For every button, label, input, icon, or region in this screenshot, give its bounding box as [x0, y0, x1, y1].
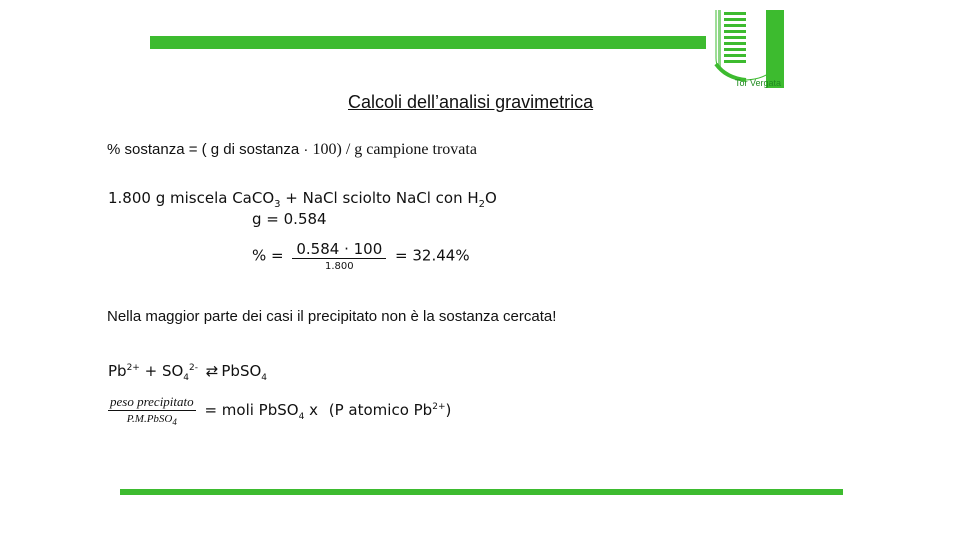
example-line-3-prefix: % = [252, 246, 284, 265]
example-line-1-mid: + NaCl sciolto NaCl con H [280, 189, 479, 207]
moles-den-sub: 4 [172, 417, 177, 428]
footer-green-bar [120, 489, 843, 495]
moles-fraction-numerator: peso precipitato [110, 394, 194, 409]
moles-fraction-denominator [108, 411, 196, 427]
moles-paren-end: ) [445, 401, 452, 420]
moles-equation [108, 394, 451, 427]
percent-formula [107, 141, 477, 159]
example-fraction-denominator: 1.800 [325, 261, 354, 272]
moles-fraction [108, 394, 196, 427]
reaction-product: PbSO [221, 362, 262, 380]
header-green-bar [150, 36, 712, 49]
example-line-3 [252, 240, 470, 272]
example-line-1-prefix: 1.800 g miscela CaCO [108, 189, 275, 207]
formula-rhs: 100) / g campione trovata [312, 141, 477, 158]
reaction-so4: + SO [139, 362, 184, 380]
logo-text: Tor Vergata [735, 78, 782, 88]
example-fraction [292, 240, 386, 272]
moles-eq-sub: 4 [298, 412, 305, 423]
example-line-1 [108, 189, 497, 210]
reaction-pb: Pb [108, 362, 127, 380]
moles-paren-prefix: (P atomico Pb [328, 401, 433, 420]
example-result: = 32.44% [395, 246, 470, 265]
moles-eq: = moli PbSO [204, 401, 299, 420]
example-line-1-end: O [485, 189, 497, 207]
moles-paren-charge: 2+ [432, 402, 446, 413]
example-line-1-sub1: 3 [274, 199, 281, 210]
reaction-so4-charge: 2- [189, 363, 199, 373]
page-title: Calcoli dell’analisi gravimetrica [348, 92, 594, 112]
moles-paren [329, 401, 452, 419]
reaction-product-sub: 4 [261, 373, 268, 383]
formula-lhs: % sostanza = ( g di sostanza [107, 141, 300, 158]
formula-dot: · [303, 141, 309, 158]
example-fraction-numerator: 0.584 · 100 [292, 240, 386, 259]
example-line-2: g = 0.584 [252, 210, 327, 228]
moles-den-prefix: P.M.PbSO [126, 413, 173, 425]
reaction-pb-charge: 2+ [126, 363, 140, 373]
reaction-equation [108, 362, 267, 383]
equilibrium-arrow-icon: ⇄ [205, 362, 219, 380]
reaction-so4-sub: 4 [183, 373, 190, 383]
example-line-1-sub2: 2 [478, 199, 486, 210]
moles-times: x [309, 401, 318, 420]
note-text: Nella maggior parte dei casi il precipitato non è la sostanza cercata! [107, 308, 557, 325]
